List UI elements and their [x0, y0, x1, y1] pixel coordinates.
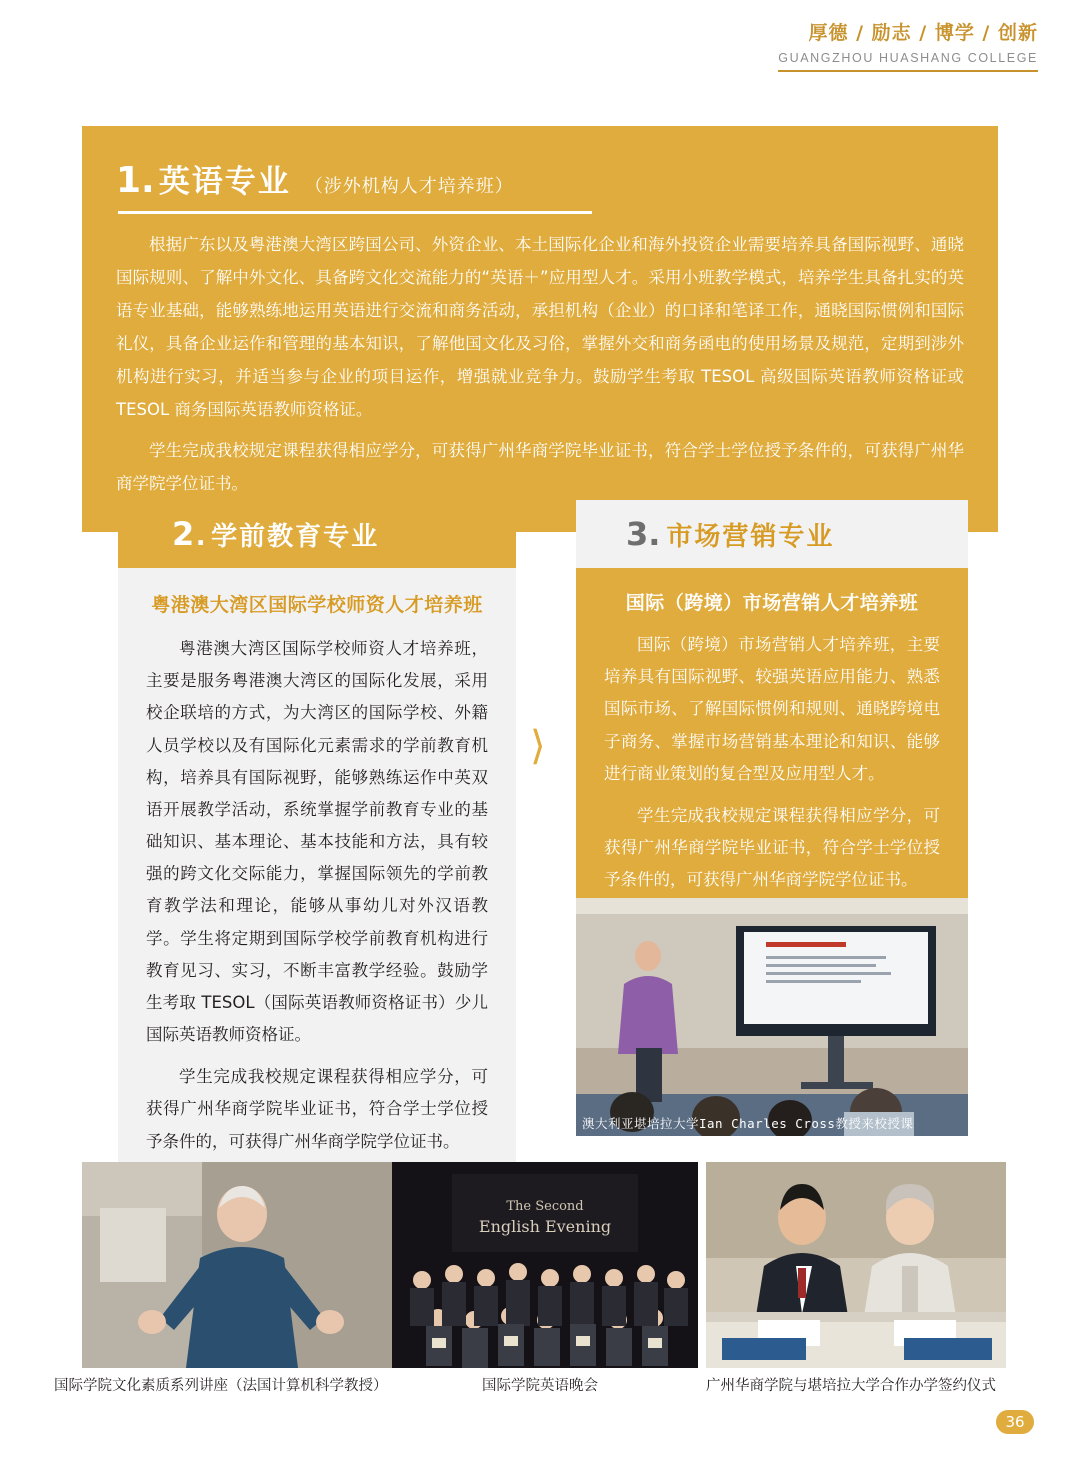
section2-dot: .	[196, 515, 206, 552]
photo-classroom-lecture	[576, 898, 968, 1136]
section1-subtitle: （涉外机构人才培养班）	[304, 176, 514, 197]
section-marketing-major	[576, 500, 968, 930]
section3-number: 3.	[626, 515, 661, 553]
school-motto: 厚德 / 励志 / 博学 / 创新	[808, 22, 1038, 44]
section3-paragraph-1: 国际（跨境）市场营销人才培养班，主要培养具有国际视野、较强英语应用能力、熟悉国际市场、了解国际惯例和规则、通晓跨境电子商务、掌握市场营销基本理论和知识、能够进行商业策划的复合型及应用型人才。	[604, 635, 940, 783]
section2-paragraph-2: 学生完成我校规定课程获得相应学分，可获得广州华商学院毕业证书，符合学士学位授予条件的，可获得广州华商学院学位证书。	[146, 1067, 488, 1151]
header-divider	[778, 70, 1038, 72]
section1-number: 1.	[116, 160, 155, 201]
section2-paragraph-1: 粤港澳大湾区国际学校师资人才培养班，主要是服务粤港澳大湾区的国际化发展，采用校企联培的方式，为大湾区的国际学校、外籍人员学校以及有国际化元素需求的学前教育机构，培养具有国际视野，能够熟练运作中英双语开展教学活动，系统掌握学前教育专业的基础知识、基本理论、基本技能和方法，具有较强的跨文化交际能力，掌握国际领先的学前教育教学法和理论，能够从事幼儿对外汉语教学。学生将定期到国际学校学前教育机构进行教育见习、实习，不断丰富教学经验。鼓励学生考取 TESOL（国际英语教师资格证书）少儿国际英语教师资格证。	[146, 639, 488, 1045]
classroom-illustration	[576, 898, 968, 1136]
photo-english-evening-party	[392, 1162, 698, 1368]
section3-title: 市场营销专业	[666, 521, 835, 552]
section1-paragraph-1: 根据广东以及粤港澳大湾区跨国公司、外资企业、本土国际化企业和海外投资企业需要培养具备国际视野、通晓国际规则、了解中外文化、具备跨文化交流能力的“英语＋”应用型人才。采用小班教学模式，培养学生具备扎实的英语专业基础，能够熟练地运用英语进行交流和商务活动，承担机构（企业）的口译和笔译工作，通晓国际惯例和国际礼仪，具备企业运作和管理的基本知识，了解他国文化及习俗，掌握外交和商务函电的使用场景及规范，定期到涉外机构进行实习，并适当参与企业的项目运作，增强就业竞争力。鼓励学生考取 TESOL 高级国际英语教师资格证或 TESOL 商务国际英语教师资格证。	[116, 235, 964, 419]
section2-title: 学前教育专业	[211, 521, 380, 552]
photo-lecture-french-professor	[82, 1162, 394, 1368]
section2-heading	[118, 500, 516, 568]
lecture-illustration	[82, 1162, 394, 1368]
photo-caption-2: 国际学院英语晚会	[482, 1378, 598, 1394]
page-number: 36	[996, 1410, 1034, 1434]
section1-underline	[118, 211, 592, 214]
section2-subtitle: 粤港澳大湾区国际学校师资人才培养班	[151, 594, 483, 616]
svg-text:The Second: The Second	[506, 1199, 584, 1214]
photo-main-caption: 澳大利亚堪培拉大学Ian Charles Cross教授来校授课	[582, 1116, 914, 1131]
section2-number: 2	[172, 515, 195, 553]
school-name-english: GUANGZHOU HUASHANG COLLEGE	[778, 51, 1038, 65]
section1-title: 英语专业	[158, 164, 291, 200]
section-preschool-education-major	[118, 500, 516, 1194]
group-photo-illustration	[392, 1162, 698, 1368]
section3-heading	[576, 500, 968, 568]
section1-paragraph-2: 学生完成我校规定课程获得相应学分，可获得广州华商学院毕业证书，符合学士学位授予条件的，可获得广州华商学院学位证书。	[116, 441, 964, 493]
section1-heading	[116, 156, 964, 201]
svg-text:English Evening: English Evening	[478, 1217, 612, 1236]
signing-illustration	[706, 1162, 1006, 1368]
section3-paragraph-2: 学生完成我校规定课程获得相应学分，可获得广州华商学院毕业证书，符合学士学位授予条件的，可获得广州华商学院学位证书。	[604, 805, 940, 890]
section-english-major	[82, 126, 998, 532]
section3-subtitle: 国际（跨境）市场营销人才培养班	[625, 592, 919, 614]
photo-caption-3: 广州华商学院与堪培拉大学合作办学签约仪式	[706, 1378, 996, 1394]
photo-caption-1: 国际学院文化素质系列讲座（法国计算机科学教授）	[54, 1378, 388, 1394]
chevron-right-icon: ⟩	[530, 723, 546, 769]
photo-signing-ceremony	[706, 1162, 1006, 1368]
page-header	[778, 18, 1038, 72]
